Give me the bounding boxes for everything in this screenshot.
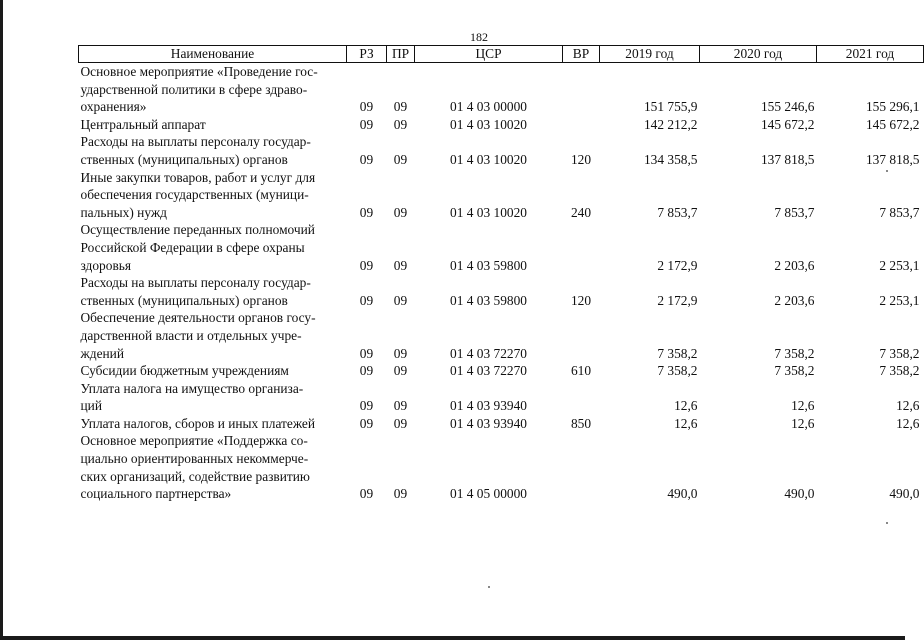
row-csr-cell: 01 4 03 10020 <box>450 151 527 167</box>
row-2020-cell: 12,6 <box>791 398 815 414</box>
row-2020-cell: 7 853,7 <box>774 204 815 220</box>
budget-table <box>78 45 924 503</box>
scan-speck <box>488 586 490 588</box>
row-2019-cell: 2 172,9 <box>657 292 698 308</box>
row-pr-cell: 09 <box>393 257 408 273</box>
row-rz-cell: 09 <box>359 398 374 414</box>
row-rz-cell: 09 <box>359 151 374 167</box>
row-2020-cell: 490,0 <box>784 486 815 502</box>
table-row <box>79 133 924 168</box>
row-2021-cell: 7 358,2 <box>879 345 920 361</box>
row-name-cell: Уплата налога на имущество организа- ций <box>80 380 304 414</box>
row-pr-cell: 09 <box>393 292 408 308</box>
row-name-cell: Субсидии бюджетным учреждениям <box>80 363 289 379</box>
row-rz-cell: 09 <box>359 116 374 132</box>
row-2020-cell: 155 246,6 <box>760 99 815 115</box>
row-2020-cell: 2 203,6 <box>774 292 815 308</box>
row-csr-cell: 01 4 03 10020 <box>450 204 527 220</box>
row-2020-cell: 12,6 <box>791 415 815 431</box>
row-vr-cell <box>563 380 600 415</box>
row-pr-cell: 09 <box>393 99 408 115</box>
row-2019-cell: 142 212,2 <box>643 116 698 132</box>
table-row <box>79 221 924 274</box>
row-csr-cell: 01 4 03 59800 <box>450 257 527 273</box>
header-2019: 2019 год <box>600 46 700 63</box>
row-rz-cell: 09 <box>359 204 374 220</box>
row-2021-cell: 137 818,5 <box>865 151 920 167</box>
row-rz-cell: 09 <box>359 292 374 308</box>
row-2021-cell: 12,6 <box>896 398 920 414</box>
row-2019-cell: 7 358,2 <box>657 363 698 379</box>
header-name: Наименование <box>79 46 347 63</box>
row-csr-cell: 01 4 03 93940 <box>450 415 527 431</box>
row-csr-cell: 01 4 03 59800 <box>450 292 527 308</box>
row-2019-cell: 134 358,5 <box>643 151 698 167</box>
row-pr-cell: 09 <box>393 363 408 379</box>
table-row <box>79 116 924 134</box>
row-2019-cell: 490,0 <box>667 486 698 502</box>
table-row <box>79 380 924 415</box>
page-number: 182 <box>470 30 488 44</box>
row-pr-cell: 09 <box>393 398 408 414</box>
row-2019-cell: 12,6 <box>674 398 698 414</box>
row-pr-cell: 09 <box>393 415 408 431</box>
row-name-cell: Уплата налогов, сборов и иных платежей <box>80 415 316 431</box>
row-2021-cell: 12,6 <box>896 415 920 431</box>
row-csr-cell: 01 4 03 72270 <box>450 345 527 361</box>
row-vr-cell: 120 <box>570 151 592 167</box>
row-vr-cell <box>563 221 600 274</box>
row-vr-cell <box>563 432 600 502</box>
row-rz-cell: 09 <box>359 415 374 431</box>
row-csr-cell: 01 4 03 00000 <box>450 99 527 115</box>
table-row <box>79 309 924 362</box>
row-2021-cell: 145 672,2 <box>865 116 920 132</box>
row-rz-cell: 09 <box>359 99 374 115</box>
row-2021-cell: 7 853,7 <box>879 204 920 220</box>
header-pr: ПР <box>387 46 415 63</box>
row-csr-cell: 01 4 03 72270 <box>450 363 527 379</box>
row-2020-cell: 7 358,2 <box>774 345 815 361</box>
row-2019-cell: 7 853,7 <box>657 204 698 220</box>
row-csr-cell: 01 4 05 00000 <box>450 486 527 502</box>
row-2021-cell: 2 253,1 <box>879 292 920 308</box>
row-pr-cell: 09 <box>393 345 408 361</box>
row-2021-cell: 490,0 <box>889 486 920 502</box>
row-2019-cell: 12,6 <box>674 415 698 431</box>
table-row <box>79 362 924 380</box>
row-name-cell: Основное мероприятие «Поддержка со- циально ориентированных некоммерче- ских организаций, содействие развитию социального партнерства» <box>80 433 310 502</box>
row-pr-cell: 09 <box>393 116 408 132</box>
table-header-row <box>79 46 924 63</box>
row-pr-cell: 09 <box>393 204 408 220</box>
row-csr-cell: 01 4 03 93940 <box>450 398 527 414</box>
row-rz-cell: 09 <box>359 486 374 502</box>
table-row <box>79 415 924 433</box>
header-rz: РЗ <box>347 46 387 63</box>
row-2020-cell: 137 818,5 <box>760 151 815 167</box>
row-pr-cell: 09 <box>393 486 408 502</box>
table-row <box>79 63 924 116</box>
row-rz-cell: 09 <box>359 257 374 273</box>
table-row <box>79 169 924 222</box>
row-name-cell: Осуществление переданных полномочий Российской Федерации в сфере охраны здоровья <box>80 222 315 273</box>
scan-speck <box>886 170 888 172</box>
row-pr-cell: 09 <box>393 151 408 167</box>
row-name-cell: Обеспечение деятельности органов госу- дарственной власти и отдельных учре- ждений <box>80 310 316 361</box>
row-name-cell: Расходы на выплаты персоналу государ- ственных (муниципальных) органов <box>80 134 311 167</box>
row-vr-cell: 120 <box>570 292 592 308</box>
scan-speck <box>886 522 888 524</box>
row-name-cell: Центральный аппарат <box>80 116 206 132</box>
row-vr-cell <box>563 116 600 134</box>
row-vr-cell <box>563 309 600 362</box>
header-2021: 2021 год <box>817 46 924 63</box>
row-rz-cell: 09 <box>359 363 374 379</box>
row-2021-cell: 2 253,1 <box>879 257 920 273</box>
row-csr-cell: 01 4 03 10020 <box>450 116 527 132</box>
row-vr-cell: 240 <box>570 204 592 220</box>
row-2019-cell: 2 172,9 <box>657 257 698 273</box>
row-name-cell: Расходы на выплаты персоналу государ- ственных (муниципальных) органов <box>80 275 311 308</box>
row-vr-cell: 850 <box>570 415 592 431</box>
row-vr-cell <box>563 63 600 116</box>
row-vr-cell: 610 <box>570 363 592 379</box>
row-2019-cell: 151 755,9 <box>643 99 698 115</box>
header-csr: ЦСР <box>415 46 563 63</box>
row-rz-cell: 09 <box>359 345 374 361</box>
row-2020-cell: 2 203,6 <box>774 257 815 273</box>
row-2020-cell: 7 358,2 <box>774 363 815 379</box>
row-2019-cell: 7 358,2 <box>657 345 698 361</box>
row-2021-cell: 7 358,2 <box>879 363 920 379</box>
header-vr: ВР <box>563 46 600 63</box>
table-row <box>79 432 924 502</box>
row-name-cell: Основное мероприятие «Проведение гос- ударственной политики в сфере здраво- охранения» <box>80 64 318 115</box>
row-name-cell: Иные закупки товаров, работ и услуг для обеспечения государственных (муници- пальных) нужд <box>80 169 316 220</box>
row-2020-cell: 145 672,2 <box>760 116 815 132</box>
table-row <box>79 274 924 309</box>
row-2021-cell: 155 296,1 <box>865 99 920 115</box>
header-2020: 2020 год <box>700 46 817 63</box>
